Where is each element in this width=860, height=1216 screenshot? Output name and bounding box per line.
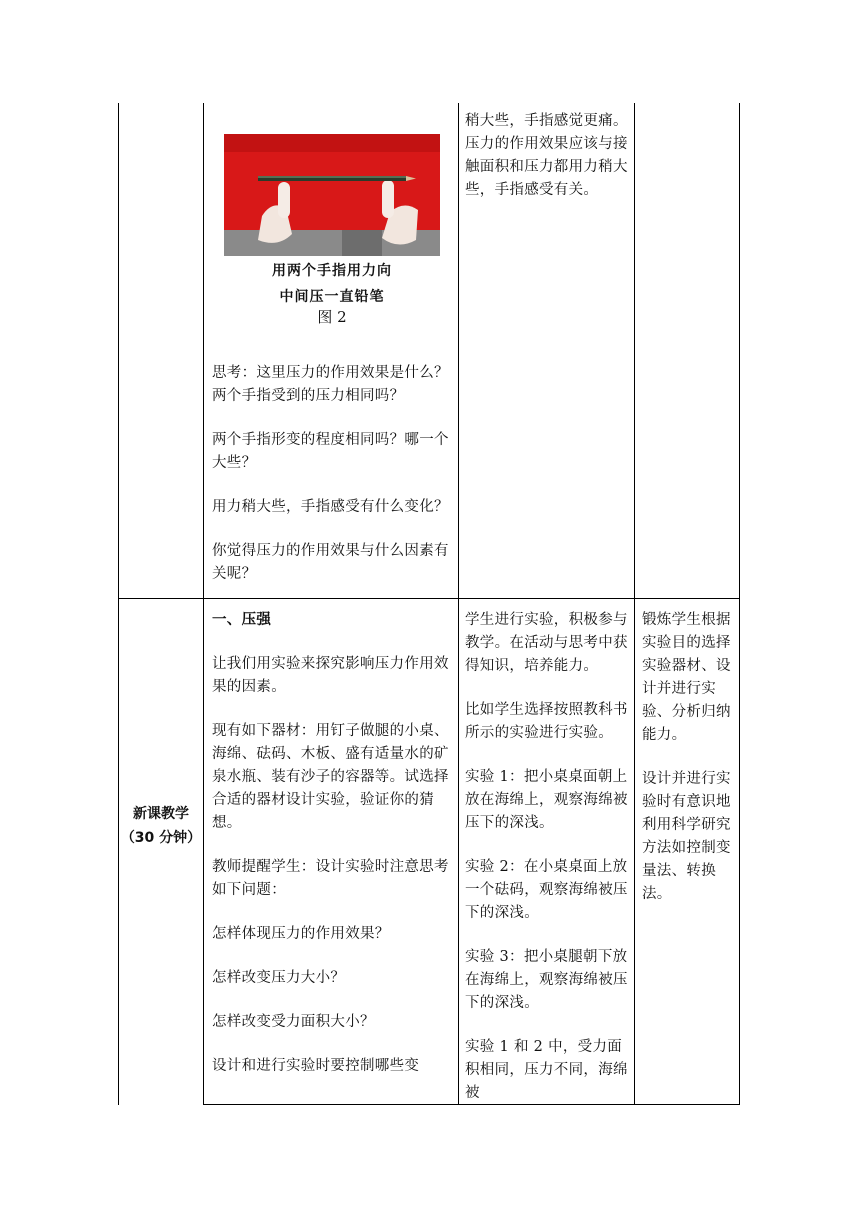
caption-line-2: 中间压一直铅笔 (279, 289, 385, 305)
intent-paragraph: 锻炼学生根据实验目的选择实验器材、设计并进行实验、分析归纳能力。 (642, 612, 731, 743)
row2-teacher-activity (212, 609, 452, 1099)
table-right-border (739, 103, 740, 1105)
student-paragraph: 稍大些，手指感觉更痛。压力的作用效果应该与接触面积和压力都用力稍大些，手指感受有关。 (465, 113, 628, 198)
row2-student-activity (465, 609, 630, 1126)
photo-caption (222, 258, 442, 310)
column-divider-3 (634, 103, 635, 1105)
row1-student-activity (465, 110, 630, 223)
teacher-paragraph: 教师提醒学生：设计实验时注意思考如下问题： (212, 859, 449, 898)
teacher-paragraph: 两个手指形变的程度相同吗？哪一个大些？ (212, 432, 449, 471)
teacher-paragraph: 你觉得压力的作用效果与什么因素有关呢？ (212, 543, 449, 582)
student-paragraph: 学生进行实验，积极参与教学。在活动与思考中获得知识，培养能力。 (465, 612, 628, 674)
teacher-paragraph: 思考：这里压力的作用效果是什么？两个手指受到的压力相同吗？ (212, 365, 449, 404)
stage-label (118, 802, 204, 850)
student-paragraph: 实验 2：在小桌桌面上放一个砝码，观察海绵被压下的深浅。 (465, 859, 628, 921)
stage-title: 新课教学 (133, 806, 189, 822)
stage-duration: （30 分钟） (120, 830, 202, 846)
intent-paragraph: 设计并进行实验时有意识地利用科学研究方法如控制变量法、转换法。 (642, 771, 731, 902)
column-divider-1 (203, 103, 204, 1105)
student-paragraph: 实验 1 和 2 中，受力面积相同，压力不同，海绵被 (465, 1039, 628, 1101)
teacher-paragraph: 怎样改变压力大小？ (212, 970, 346, 986)
pencil-press-photo (222, 130, 442, 256)
table-left-border (118, 103, 119, 1105)
teacher-paragraph: 用力稍大些，手指感受有什么变化？ (212, 499, 449, 515)
teacher-paragraph: 怎样改变受力面积大小？ (212, 1014, 375, 1030)
student-paragraph: 实验 3：把小桌腿朝下放在海绵上，观察海绵被压下的深浅。 (465, 949, 628, 1011)
column-divider-2 (458, 103, 459, 1105)
row2-design-intent (642, 609, 734, 927)
caption-line-1: 用两个手指用力向 (272, 263, 392, 279)
teacher-paragraph: 设计和进行实验时要控制哪些变 (212, 1058, 420, 1074)
figure-label: 图 2 (317, 308, 347, 326)
student-paragraph: 比如学生选择按照教科书所示的实验进行实验。 (465, 702, 628, 741)
teacher-paragraph: 怎样体现压力的作用效果？ (212, 926, 390, 942)
row1-teacher-activity (212, 362, 452, 607)
section-heading: 一、压强 (212, 612, 272, 628)
student-paragraph: 实验 1：把小桌桌面朝上放在海绵上，观察海绵被压下的深浅。 (465, 769, 628, 831)
teacher-paragraph: 现有如下器材：用钉子做腿的小桌、海绵、砝码、木板、盛有适量水的矿泉水瓶、装有沙子的容器等。试选择合适的器材设计实验，验证你的猜想。 (212, 723, 449, 831)
teacher-paragraph: 让我们用实验来探究影响压力作用效果的因素。 (212, 656, 449, 695)
